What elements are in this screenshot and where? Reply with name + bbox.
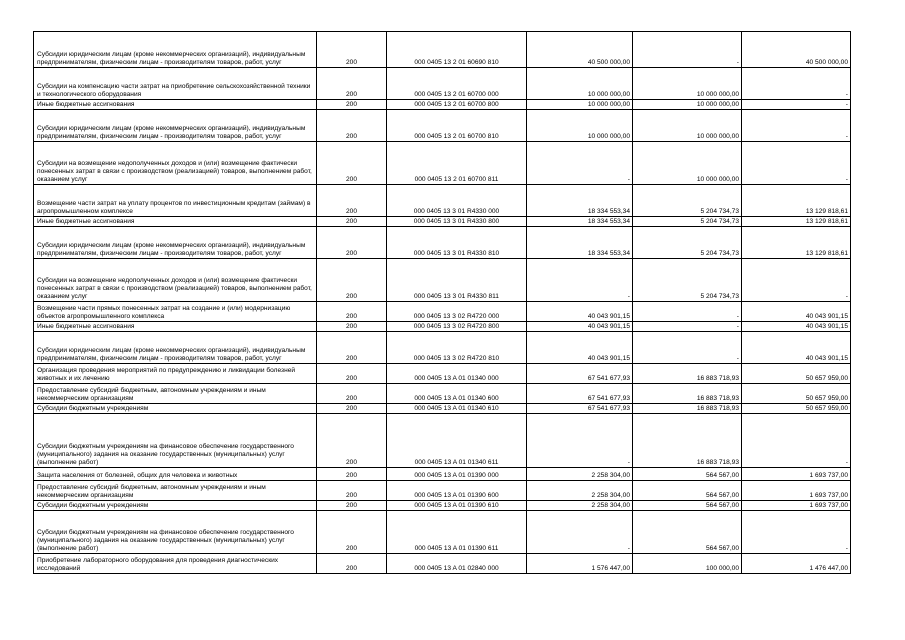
row-name: Иные бюджетные ассигнования bbox=[34, 217, 317, 227]
row-name: Субсидии бюджетным учреждениям bbox=[34, 404, 317, 414]
row-executed: 5 204 734,73 bbox=[633, 185, 742, 217]
row-code: 200 bbox=[317, 302, 387, 322]
row-executed: - bbox=[633, 32, 742, 68]
row-approved: 40 043 901,15 bbox=[527, 332, 633, 364]
row-unexecuted: 1 693 737,00 bbox=[742, 468, 851, 481]
row-kbk: 000 0405 13 A 01 01340 600 bbox=[387, 384, 527, 404]
row-name: Иные бюджетные ассигнования bbox=[34, 322, 317, 332]
row-name: Возмещение части прямых понесенных затрат на создание и (или) модернизацию объектов агропромышленного комплекса bbox=[34, 302, 317, 322]
row-name: Предоставление субсидий бюджетным, автономным учреждениям и иным некоммерческим организациям bbox=[34, 384, 317, 404]
row-name: Возмещение части затрат на уплату процентов по инвестиционным кредитам (займам) в агропромышленном комплексе bbox=[34, 185, 317, 217]
row-executed: 564 567,00 bbox=[633, 501, 742, 511]
row-kbk: 000 0405 13 3 01 R4330 800 bbox=[387, 217, 527, 227]
table-row bbox=[34, 501, 851, 511]
row-approved: 67 541 677,93 bbox=[527, 384, 633, 404]
row-code: 200 bbox=[317, 511, 387, 554]
row-approved: 40 500 000,00 bbox=[527, 32, 633, 68]
row-unexecuted: 50 657 959,00 bbox=[742, 364, 851, 384]
row-unexecuted: - bbox=[742, 110, 851, 142]
table-row bbox=[34, 110, 851, 142]
row-kbk: 000 0405 13 2 01 60700 811 bbox=[387, 142, 527, 185]
row-executed: 10 000 000,00 bbox=[633, 68, 742, 100]
row-executed: 16 883 718,93 bbox=[633, 384, 742, 404]
row-name: Субсидии юридическим лицам (кроме некоммерческих организаций), индивидуальным предпринимателям, физическим лицам - производителям товаров, работ, услуг bbox=[34, 227, 317, 259]
row-executed: 10 000 000,00 bbox=[633, 100, 742, 110]
table-row bbox=[34, 554, 851, 574]
table-row bbox=[34, 322, 851, 332]
row-approved: 18 334 553,34 bbox=[527, 217, 633, 227]
row-kbk: 000 0405 13 A 01 01340 610 bbox=[387, 404, 527, 414]
row-kbk: 000 0405 13 A 01 01390 610 bbox=[387, 501, 527, 511]
table-row bbox=[34, 468, 851, 481]
row-unexecuted: 40 043 901,15 bbox=[742, 332, 851, 364]
table-row bbox=[34, 404, 851, 414]
table-row bbox=[34, 384, 851, 404]
row-kbk: 000 0405 13 3 01 R4330 000 bbox=[387, 185, 527, 217]
row-unexecuted: 50 657 959,00 bbox=[742, 384, 851, 404]
row-approved: 67 541 677,93 bbox=[527, 404, 633, 414]
row-kbk: 000 0405 13 3 02 R4720 000 bbox=[387, 302, 527, 322]
row-unexecuted: 13 129 818,61 bbox=[742, 185, 851, 217]
row-code: 200 bbox=[317, 384, 387, 404]
row-kbk: 000 0405 13 A 01 01390 000 bbox=[387, 468, 527, 481]
row-kbk: 000 0405 13 2 01 60700 810 bbox=[387, 110, 527, 142]
row-name: Субсидии юридическим лицам (кроме некоммерческих организаций), индивидуальным предпринимателям, физическим лицам - производителям товаров, работ, услуг bbox=[34, 332, 317, 364]
row-code: 200 bbox=[317, 554, 387, 574]
row-kbk: 000 0405 13 A 01 02840 000 bbox=[387, 554, 527, 574]
row-kbk: 000 0405 13 2 01 60700 800 bbox=[387, 100, 527, 110]
row-executed: 16 883 718,93 bbox=[633, 414, 742, 468]
row-executed: 5 204 734,73 bbox=[633, 259, 742, 302]
row-approved: 2 258 304,00 bbox=[527, 468, 633, 481]
row-executed: - bbox=[633, 302, 742, 322]
table-row bbox=[34, 302, 851, 322]
row-code: 200 bbox=[317, 404, 387, 414]
table-row bbox=[34, 142, 851, 185]
row-name: Субсидии бюджетным учреждениям на финансовое обеспечение государственного (муниципального) задания на оказание государственных (муниципальных) услуг (выполнение работ) bbox=[34, 414, 317, 468]
row-approved: 18 334 553,34 bbox=[527, 185, 633, 217]
row-approved: 10 000 000,00 bbox=[527, 110, 633, 142]
row-unexecuted: 1 693 737,00 bbox=[742, 501, 851, 511]
row-name: Субсидии бюджетным учреждениям bbox=[34, 501, 317, 511]
row-executed: 100 000,00 bbox=[633, 554, 742, 574]
row-code: 200 bbox=[317, 414, 387, 468]
row-unexecuted: 40 043 901,15 bbox=[742, 322, 851, 332]
row-kbk: 000 0405 13 2 01 60700 000 bbox=[387, 68, 527, 100]
row-executed: 564 567,00 bbox=[633, 511, 742, 554]
row-name: Защита населения от болезней, общих для человека и животных bbox=[34, 468, 317, 481]
row-kbk: 000 0405 13 3 01 R4330 810 bbox=[387, 227, 527, 259]
row-kbk: 000 0405 13 2 01 60690 810 bbox=[387, 32, 527, 68]
table-row bbox=[34, 32, 851, 68]
row-kbk: 000 0405 13 A 01 01390 611 bbox=[387, 511, 527, 554]
row-approved: 18 334 553,34 bbox=[527, 227, 633, 259]
row-name: Организация проведения мероприятий по предупреждению и ликвидации болезней животных и их лечению bbox=[34, 364, 317, 384]
row-code: 200 bbox=[317, 227, 387, 259]
row-code: 200 bbox=[317, 217, 387, 227]
row-executed: - bbox=[633, 322, 742, 332]
row-executed: 10 000 000,00 bbox=[633, 142, 742, 185]
row-executed: 564 567,00 bbox=[633, 468, 742, 481]
row-executed: 16 883 718,93 bbox=[633, 404, 742, 414]
row-approved: 1 576 447,00 bbox=[527, 554, 633, 574]
row-code: 200 bbox=[317, 332, 387, 364]
row-unexecuted: 40 500 000,00 bbox=[742, 32, 851, 68]
row-executed: - bbox=[633, 332, 742, 364]
row-code: 200 bbox=[317, 501, 387, 511]
row-executed: 564 567,00 bbox=[633, 481, 742, 501]
row-unexecuted: 1 476 447,00 bbox=[742, 554, 851, 574]
row-unexecuted: - bbox=[742, 414, 851, 468]
row-code: 200 bbox=[317, 259, 387, 302]
row-code: 200 bbox=[317, 142, 387, 185]
table-row bbox=[34, 227, 851, 259]
row-approved: 40 043 901,15 bbox=[527, 322, 633, 332]
row-name: Субсидии юридическим лицам (кроме некоммерческих организаций), индивидуальным предпринимателям, физическим лицам - производителям товаров, работ, услуг bbox=[34, 110, 317, 142]
row-code: 200 bbox=[317, 32, 387, 68]
row-name: Предоставление субсидий бюджетным, автономным учреждениям и иным некоммерческим организациям bbox=[34, 481, 317, 501]
row-unexecuted: - bbox=[742, 259, 851, 302]
row-unexecuted: 1 693 737,00 bbox=[742, 481, 851, 501]
table-row bbox=[34, 481, 851, 501]
row-approved: 2 258 304,00 bbox=[527, 501, 633, 511]
row-unexecuted: 13 129 818,61 bbox=[742, 217, 851, 227]
row-code: 200 bbox=[317, 322, 387, 332]
row-code: 200 bbox=[317, 468, 387, 481]
row-name: Субсидии юридическим лицам (кроме некоммерческих организаций), индивидуальным предпринимателям, физическим лицам - производителям товаров, работ, услуг bbox=[34, 32, 317, 68]
row-code: 200 bbox=[317, 100, 387, 110]
row-approved: - bbox=[527, 142, 633, 185]
table-row bbox=[34, 68, 851, 100]
row-kbk: 000 0405 13 3 01 R4330 811 bbox=[387, 259, 527, 302]
row-name: Иные бюджетные ассигнования bbox=[34, 100, 317, 110]
row-approved: - bbox=[527, 414, 633, 468]
row-name: Субсидии бюджетным учреждениям на финансовое обеспечение государственного (муниципального) задания на оказание государственных (муниципальных) услуг (выполнение работ) bbox=[34, 511, 317, 554]
row-approved: - bbox=[527, 259, 633, 302]
row-unexecuted: - bbox=[742, 68, 851, 100]
row-code: 200 bbox=[317, 185, 387, 217]
row-executed: 10 000 000,00 bbox=[633, 110, 742, 142]
table-row bbox=[34, 414, 851, 468]
row-approved: 40 043 901,15 bbox=[527, 302, 633, 322]
row-kbk: 000 0405 13 3 02 R4720 800 bbox=[387, 322, 527, 332]
row-kbk: 000 0405 13 A 01 01390 600 bbox=[387, 481, 527, 501]
row-executed: 16 883 718,93 bbox=[633, 364, 742, 384]
row-approved: 2 258 304,00 bbox=[527, 481, 633, 501]
row-approved: - bbox=[527, 511, 633, 554]
row-code: 200 bbox=[317, 68, 387, 100]
row-code: 200 bbox=[317, 481, 387, 501]
row-executed: 5 204 734,73 bbox=[633, 217, 742, 227]
table-row bbox=[34, 364, 851, 384]
table-row bbox=[34, 259, 851, 302]
table-row bbox=[34, 511, 851, 554]
row-name: Субсидии на компенсацию части затрат на приобретение сельскохозяйственной техники и технологического оборудования bbox=[34, 68, 317, 100]
row-unexecuted: 50 657 959,00 bbox=[742, 404, 851, 414]
table-row bbox=[34, 217, 851, 227]
row-kbk: 000 0405 13 3 02 R4720 810 bbox=[387, 332, 527, 364]
row-unexecuted: - bbox=[742, 100, 851, 110]
table-row bbox=[34, 332, 851, 364]
row-code: 200 bbox=[317, 110, 387, 142]
table-row bbox=[34, 100, 851, 110]
row-approved: 10 000 000,00 bbox=[527, 100, 633, 110]
row-kbk: 000 0405 13 A 01 01340 611 bbox=[387, 414, 527, 468]
table-row bbox=[34, 185, 851, 217]
row-unexecuted: - bbox=[742, 142, 851, 185]
row-executed: 5 204 734,73 bbox=[633, 227, 742, 259]
row-name: Субсидии на возмещение недополученных доходов и (или) возмещение фактически понесенных затрат в связи с производством (реализацией) товаров, выполнением работ, оказанием услуг bbox=[34, 142, 317, 185]
row-unexecuted: 40 043 901,15 bbox=[742, 302, 851, 322]
row-approved: 67 541 677,93 bbox=[527, 364, 633, 384]
row-approved: 10 000 000,00 bbox=[527, 68, 633, 100]
row-unexecuted: 13 129 818,61 bbox=[742, 227, 851, 259]
row-name: Приобретение лабораторного оборудования для проведения диагностических исследований bbox=[34, 554, 317, 574]
row-code: 200 bbox=[317, 364, 387, 384]
budget-table bbox=[33, 31, 851, 574]
row-kbk: 000 0405 13 A 01 01340 000 bbox=[387, 364, 527, 384]
row-unexecuted: - bbox=[742, 511, 851, 554]
row-name: Субсидии на возмещение недополученных доходов и (или) возмещение фактически понесенных затрат в связи с производством (реализацией) товаров, выполнением работ, оказанием услуг bbox=[34, 259, 317, 302]
